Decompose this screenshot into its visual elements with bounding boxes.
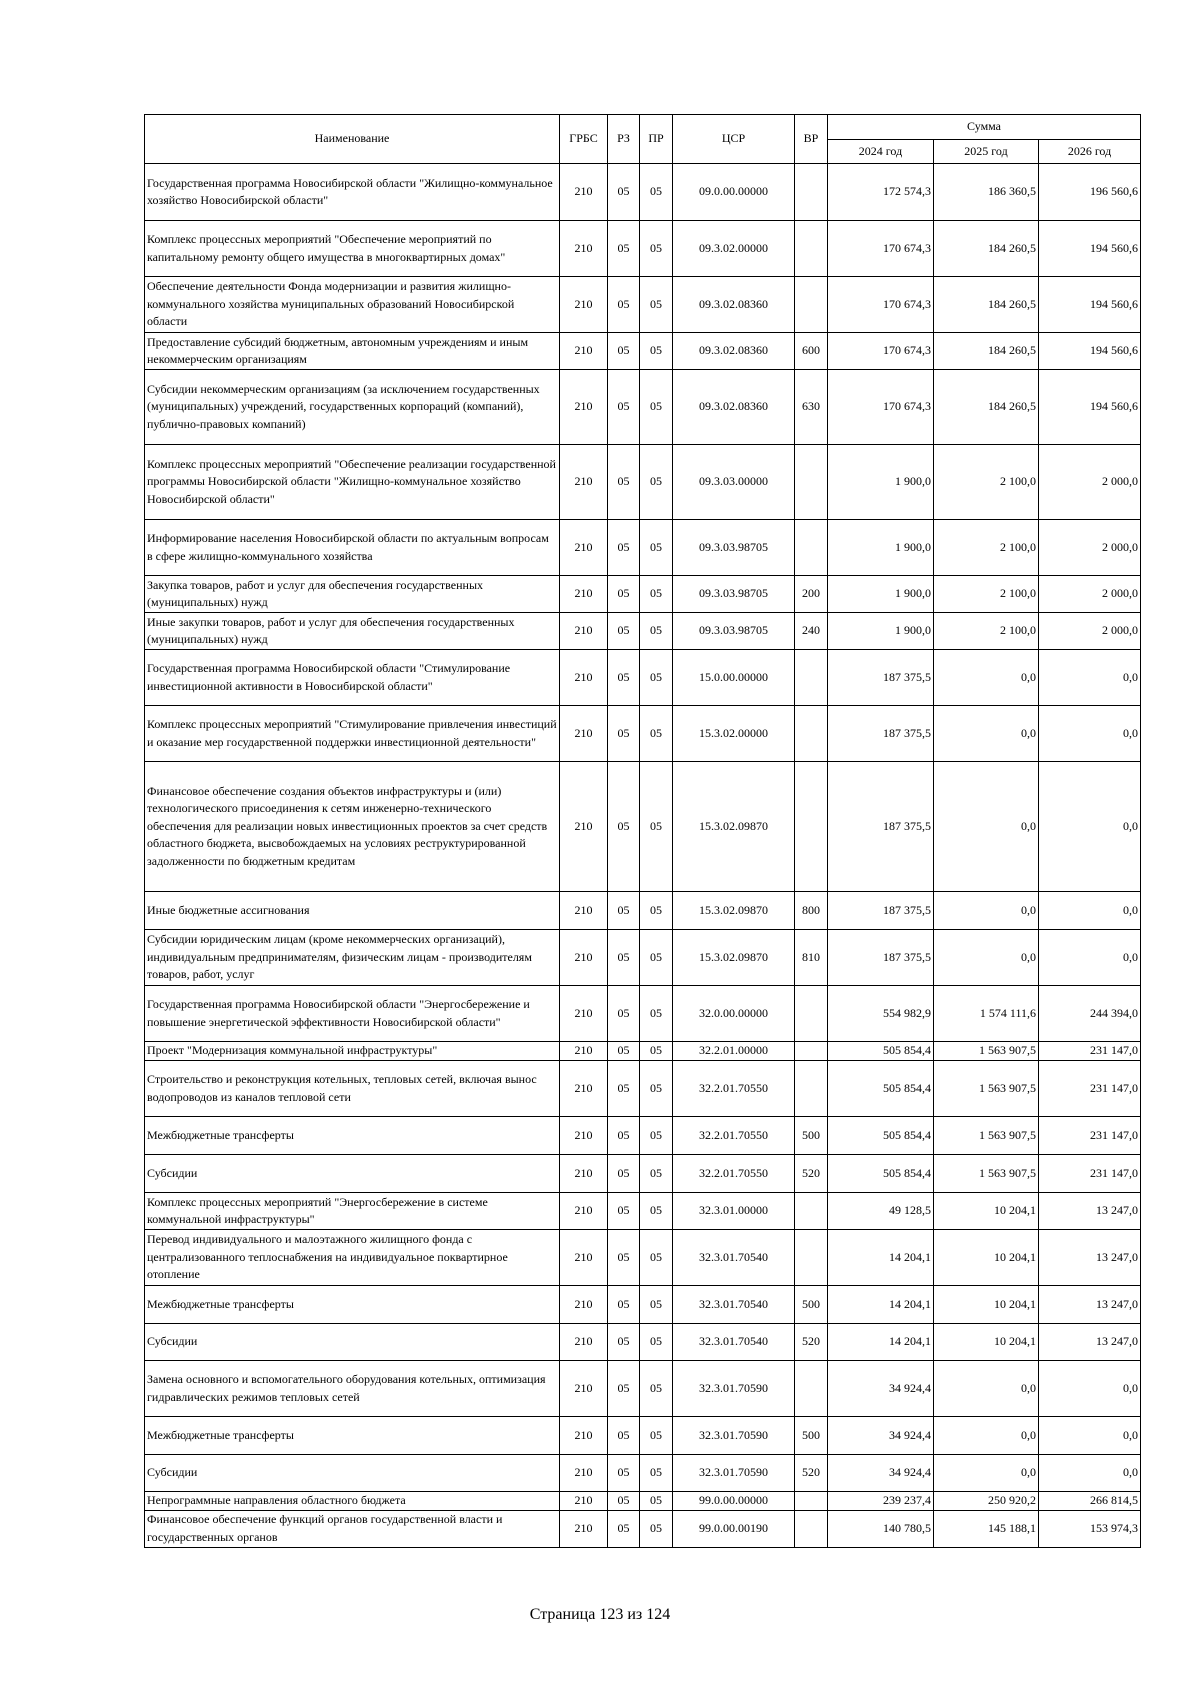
table-cell-grbs: 210	[560, 164, 608, 221]
table-cell-csr: 15.3.02.00000	[673, 706, 795, 762]
table-cell-rz: 05	[608, 762, 640, 892]
table-cell-pr: 05	[640, 1042, 673, 1061]
table-cell-csr: 15.0.00.00000	[673, 650, 795, 706]
table-cell-pr: 05	[640, 613, 673, 650]
table-row	[145, 892, 1141, 930]
table-cell-vr	[795, 650, 828, 706]
table-cell-2024: 187 375,5	[828, 762, 934, 892]
table-cell-2026: 0,0	[1039, 892, 1141, 930]
table-cell-rz: 05	[608, 1230, 640, 1286]
table-cell-grbs: 210	[560, 1492, 608, 1511]
table-cell-name: Предоставление субсидий бюджетным, автономным учреждениям и иным некоммерческим организациям	[145, 333, 560, 370]
table-cell-2024: 14 204,1	[828, 1230, 934, 1286]
table-cell-csr: 09.3.02.08360	[673, 277, 795, 333]
table-cell-grbs: 210	[560, 1510, 608, 1547]
table-cell-2025: 0,0	[934, 1417, 1039, 1455]
table-cell-grbs: 210	[560, 1061, 608, 1117]
table-cell-pr: 05	[640, 370, 673, 445]
table-cell-2024: 505 854,4	[828, 1061, 934, 1117]
table-cell-name: Комплекс процессных мероприятий "Обеспечение реализации государственной программы Новосибирской области "Жилищно-коммунальное хозяйство Новосибирской области"	[145, 445, 560, 520]
table-cell-csr: 32.0.00.00000	[673, 986, 795, 1042]
table-cell-rz: 05	[608, 164, 640, 221]
table-cell-2026: 194 560,6	[1039, 221, 1141, 277]
table-cell-csr: 09.3.03.98705	[673, 520, 795, 576]
table-cell-csr: 32.3.01.70590	[673, 1417, 795, 1455]
table-cell-vr	[795, 706, 828, 762]
table-cell-2024: 170 674,3	[828, 277, 934, 333]
table-cell-name: Комплекс процессных мероприятий "Энергосбережение в системе коммунальной инфраструктуры"	[145, 1193, 560, 1230]
table-cell-pr: 05	[640, 277, 673, 333]
table-cell-name: Субсидии некоммерческим организациям (за исключением государственных (муниципальных) учреждений, государственных корпораций (компаний), публично-правовых компаний)	[145, 370, 560, 445]
table-cell-name: Государственная программа Новосибирской области "Стимулирование инвестиционной активности в Новосибирской области"	[145, 650, 560, 706]
table-row	[145, 576, 1141, 613]
table-cell-2026: 194 560,6	[1039, 370, 1141, 445]
table-cell-pr: 05	[640, 576, 673, 613]
table-cell-2026: 196 560,6	[1039, 164, 1141, 221]
table-cell-2025: 145 188,1	[934, 1510, 1039, 1547]
table-cell-vr	[795, 1230, 828, 1286]
table-cell-grbs: 210	[560, 1417, 608, 1455]
table-cell-csr: 09.3.02.08360	[673, 370, 795, 445]
col-header-2025: 2025 год	[934, 140, 1039, 164]
table-cell-vr	[795, 445, 828, 520]
table-cell-name: Государственная программа Новосибирской области "Энергосбережение и повышение энергетической эффективности Новосибирской области"	[145, 986, 560, 1042]
table-cell-name: Иные закупки товаров, работ и услуг для обеспечения государственных (муниципальных) нужд	[145, 613, 560, 650]
table-cell-2026: 0,0	[1039, 762, 1141, 892]
table-cell-2024: 140 780,5	[828, 1510, 934, 1547]
table-cell-csr: 32.3.01.70590	[673, 1455, 795, 1492]
table-cell-csr: 09.3.02.08360	[673, 333, 795, 370]
table-cell-grbs: 210	[560, 1361, 608, 1417]
table-cell-vr	[795, 277, 828, 333]
table-cell-pr: 05	[640, 986, 673, 1042]
table-cell-pr: 05	[640, 1230, 673, 1286]
table-row	[145, 1417, 1141, 1455]
table-row	[145, 1193, 1141, 1230]
table-cell-2026: 0,0	[1039, 1417, 1141, 1455]
table-cell-rz: 05	[608, 221, 640, 277]
table-cell-2026: 2 000,0	[1039, 613, 1141, 650]
table-cell-vr	[795, 1042, 828, 1061]
table-cell-name: Субсидии юридическим лицам (кроме некоммерческих организаций), индивидуальным предпринимателям, физическим лицам - производителям товаров, работ, услуг	[145, 930, 560, 986]
table-cell-2025: 184 260,5	[934, 277, 1039, 333]
table-cell-rz: 05	[608, 1193, 640, 1230]
table-cell-grbs: 210	[560, 930, 608, 986]
table-cell-vr	[795, 762, 828, 892]
table-cell-vr: 200	[795, 576, 828, 613]
table-cell-vr: 500	[795, 1117, 828, 1155]
table-row	[145, 1155, 1141, 1193]
table-cell-csr: 32.3.01.00000	[673, 1193, 795, 1230]
table-cell-rz: 05	[608, 1455, 640, 1492]
table-cell-rz: 05	[608, 650, 640, 706]
table-row	[145, 613, 1141, 650]
table-cell-2024: 1 900,0	[828, 520, 934, 576]
table-cell-2024: 187 375,5	[828, 650, 934, 706]
table-cell-vr	[795, 986, 828, 1042]
table-cell-vr: 520	[795, 1455, 828, 1492]
table-cell-name: Субсидии	[145, 1155, 560, 1193]
page-number: Страница 123 из 124	[529, 1606, 671, 1623]
table-cell-rz: 05	[608, 1510, 640, 1547]
table-cell-pr: 05	[640, 1286, 673, 1324]
table-cell-csr: 32.2.01.70550	[673, 1155, 795, 1193]
table-cell-2026: 0,0	[1039, 1455, 1141, 1492]
col-header-rz: РЗ	[608, 115, 640, 164]
table-cell-2024: 187 375,5	[828, 930, 934, 986]
table-cell-pr: 05	[640, 1492, 673, 1511]
table-row	[145, 445, 1141, 520]
table-cell-pr: 05	[640, 1510, 673, 1547]
table-cell-2026: 2 000,0	[1039, 445, 1141, 520]
table-row	[145, 1510, 1141, 1547]
table-cell-name: Финансовое обеспечение создания объектов инфраструктуры и (или) технологического присоединения к сетям инженерно-технического обеспечения для реализации новых инвестиционных проектов за счет средств областного бюджета, высвобождаемых на условиях реструктурированной задолженности по бюджетным кредитам	[145, 762, 560, 892]
table-cell-pr: 05	[640, 221, 673, 277]
table-cell-2024: 14 204,1	[828, 1286, 934, 1324]
table-cell-csr: 09.0.00.00000	[673, 164, 795, 221]
table-cell-pr: 05	[640, 650, 673, 706]
table-cell-vr	[795, 1193, 828, 1230]
table-cell-vr: 500	[795, 1286, 828, 1324]
table-cell-name: Строительство и реконструкция котельных, тепловых сетей, включая вынос водопроводов из каналов тепловой сети	[145, 1061, 560, 1117]
table-cell-pr: 05	[640, 930, 673, 986]
table-cell-grbs: 210	[560, 1286, 608, 1324]
table-cell-grbs: 210	[560, 1455, 608, 1492]
table-cell-rz: 05	[608, 892, 640, 930]
table-cell-vr: 520	[795, 1324, 828, 1361]
table-cell-2024: 34 924,4	[828, 1455, 934, 1492]
table-cell-2024: 1 900,0	[828, 576, 934, 613]
table-cell-vr	[795, 1492, 828, 1511]
table-cell-pr: 05	[640, 1155, 673, 1193]
table-cell-2025: 1 574 111,6	[934, 986, 1039, 1042]
table-cell-2024: 505 854,4	[828, 1117, 934, 1155]
table-cell-grbs: 210	[560, 1042, 608, 1061]
table-cell-rz: 05	[608, 576, 640, 613]
table-cell-name: Обеспечение деятельности Фонда модернизации и развития жилищно-коммунального хозяйства муниципальных образований Новосибирской области	[145, 277, 560, 333]
table-cell-rz: 05	[608, 986, 640, 1042]
table-cell-name: Комплекс процессных мероприятий "Стимулирование привлечения инвестиций и оказание мер государственной поддержки инвестиционной деятельности"	[145, 706, 560, 762]
table-cell-rz: 05	[608, 1417, 640, 1455]
table-cell-vr	[795, 1061, 828, 1117]
table-cell-csr: 32.2.01.70550	[673, 1061, 795, 1117]
table-cell-name: Межбюджетные трансферты	[145, 1117, 560, 1155]
table-cell-2026: 0,0	[1039, 1361, 1141, 1417]
table-cell-2024: 1 900,0	[828, 613, 934, 650]
table-cell-pr: 05	[640, 706, 673, 762]
table-cell-vr	[795, 1510, 828, 1547]
table-cell-grbs: 210	[560, 892, 608, 930]
table-cell-csr: 15.3.02.09870	[673, 892, 795, 930]
table-cell-2024: 239 237,4	[828, 1492, 934, 1511]
table-row	[145, 164, 1141, 221]
table-cell-csr: 09.3.03.98705	[673, 576, 795, 613]
table-cell-2024: 170 674,3	[828, 221, 934, 277]
table-row	[145, 1361, 1141, 1417]
table-cell-2025: 0,0	[934, 762, 1039, 892]
table-cell-2025: 1 563 907,5	[934, 1042, 1039, 1061]
table-cell-name: Субсидии	[145, 1455, 560, 1492]
table-row	[145, 1042, 1141, 1061]
table-cell-csr: 99.0.00.00000	[673, 1492, 795, 1511]
table-cell-2026: 13 247,0	[1039, 1286, 1141, 1324]
table-cell-grbs: 210	[560, 333, 608, 370]
table-row	[145, 1286, 1141, 1324]
table-cell-csr: 32.2.01.00000	[673, 1042, 795, 1061]
table-cell-pr: 05	[640, 333, 673, 370]
table-row	[145, 706, 1141, 762]
table-cell-vr: 800	[795, 892, 828, 930]
table-cell-2026: 194 560,6	[1039, 333, 1141, 370]
table-cell-2024: 187 375,5	[828, 706, 934, 762]
table-cell-2025: 0,0	[934, 892, 1039, 930]
table-cell-name: Межбюджетные трансферты	[145, 1286, 560, 1324]
table-cell-2025: 184 260,5	[934, 221, 1039, 277]
table-cell-2025: 2 100,0	[934, 520, 1039, 576]
table-cell-2026: 2 000,0	[1039, 520, 1141, 576]
table-row	[145, 333, 1141, 370]
table-cell-name: Государственная программа Новосибирской области "Жилищно-коммунальное хозяйство Новосибирской области"	[145, 164, 560, 221]
table-cell-pr: 05	[640, 892, 673, 930]
table-cell-2025: 184 260,5	[934, 370, 1039, 445]
table-cell-grbs: 210	[560, 1324, 608, 1361]
table-cell-csr: 32.3.01.70540	[673, 1230, 795, 1286]
table-cell-2026: 13 247,0	[1039, 1230, 1141, 1286]
col-header-vr: ВР	[795, 115, 828, 164]
table-cell-2025: 0,0	[934, 1361, 1039, 1417]
table-cell-pr: 05	[640, 762, 673, 892]
table-cell-2026: 231 147,0	[1039, 1061, 1141, 1117]
table-cell-vr: 240	[795, 613, 828, 650]
table-cell-2025: 1 563 907,5	[934, 1117, 1039, 1155]
table-cell-rz: 05	[608, 1361, 640, 1417]
table-cell-csr: 15.3.02.09870	[673, 762, 795, 892]
table-cell-name: Комплекс процессных мероприятий "Обеспечение мероприятий по капитальному ремонту общего имущества в многоквартирных домах"	[145, 221, 560, 277]
table-cell-2025: 0,0	[934, 706, 1039, 762]
table-row	[145, 1492, 1141, 1511]
table-cell-2024: 505 854,4	[828, 1042, 934, 1061]
table-cell-csr: 32.3.01.70540	[673, 1286, 795, 1324]
table-cell-2024: 172 574,3	[828, 164, 934, 221]
table-cell-grbs: 210	[560, 576, 608, 613]
table-cell-pr: 05	[640, 1361, 673, 1417]
table-row	[145, 221, 1141, 277]
table-cell-rz: 05	[608, 613, 640, 650]
table-cell-rz: 05	[608, 277, 640, 333]
col-header-2024: 2024 год	[828, 140, 934, 164]
table-cell-csr: 32.3.01.70590	[673, 1361, 795, 1417]
table-cell-grbs: 210	[560, 520, 608, 576]
table-cell-2025: 250 920,2	[934, 1492, 1039, 1511]
table-cell-rz: 05	[608, 333, 640, 370]
table-cell-2024: 554 982,9	[828, 986, 934, 1042]
table-cell-rz: 05	[608, 1117, 640, 1155]
col-header-name: Наименование	[145, 115, 560, 164]
table-cell-pr: 05	[640, 1455, 673, 1492]
table-cell-2026: 194 560,6	[1039, 277, 1141, 333]
table-row	[145, 986, 1141, 1042]
table-cell-vr	[795, 164, 828, 221]
table-cell-rz: 05	[608, 930, 640, 986]
table-cell-vr: 500	[795, 1417, 828, 1455]
table-cell-grbs: 210	[560, 277, 608, 333]
table-cell-grbs: 210	[560, 221, 608, 277]
table-cell-2026: 13 247,0	[1039, 1324, 1141, 1361]
table-cell-name: Закупка товаров, работ и услуг для обеспечения государственных (муниципальных) нужд	[145, 576, 560, 613]
table-cell-2026: 0,0	[1039, 930, 1141, 986]
table-cell-2024: 170 674,3	[828, 333, 934, 370]
table-cell-grbs: 210	[560, 1193, 608, 1230]
table-cell-2025: 10 204,1	[934, 1324, 1039, 1361]
table-cell-name: Непрограммные направления областного бюджета	[145, 1492, 560, 1511]
table-cell-grbs: 210	[560, 1117, 608, 1155]
table-cell-csr: 32.2.01.70550	[673, 1117, 795, 1155]
table-cell-2026: 244 394,0	[1039, 986, 1141, 1042]
table-cell-grbs: 210	[560, 445, 608, 520]
table-cell-2025: 2 100,0	[934, 445, 1039, 520]
table-cell-vr: 520	[795, 1155, 828, 1193]
table-cell-name: Межбюджетные трансферты	[145, 1417, 560, 1455]
table-cell-2025: 0,0	[934, 650, 1039, 706]
table-cell-rz: 05	[608, 520, 640, 576]
table-cell-grbs: 210	[560, 986, 608, 1042]
table-cell-csr: 09.3.03.98705	[673, 613, 795, 650]
table-cell-grbs: 210	[560, 650, 608, 706]
table-cell-rz: 05	[608, 370, 640, 445]
table-cell-2025: 2 100,0	[934, 576, 1039, 613]
table-cell-name: Замена основного и вспомогательного оборудования котельных, оптимизация гидравлических режимов тепловых сетей	[145, 1361, 560, 1417]
table-cell-rz: 05	[608, 1324, 640, 1361]
table-cell-2024: 49 128,5	[828, 1193, 934, 1230]
table-cell-rz: 05	[608, 706, 640, 762]
table-cell-rz: 05	[608, 1286, 640, 1324]
table-cell-2026: 0,0	[1039, 706, 1141, 762]
table-row	[145, 1230, 1141, 1286]
table-cell-2025: 184 260,5	[934, 333, 1039, 370]
table-cell-2025: 10 204,1	[934, 1286, 1039, 1324]
table-cell-2024: 187 375,5	[828, 892, 934, 930]
table-cell-rz: 05	[608, 445, 640, 520]
table-cell-rz: 05	[608, 1042, 640, 1061]
table-cell-csr: 99.0.00.00190	[673, 1510, 795, 1547]
table-cell-csr: 32.3.01.70540	[673, 1324, 795, 1361]
table-cell-2025: 10 204,1	[934, 1193, 1039, 1230]
table-cell-rz: 05	[608, 1061, 640, 1117]
table-cell-csr: 09.3.03.00000	[673, 445, 795, 520]
table-cell-2025: 186 360,5	[934, 164, 1039, 221]
table-cell-2024: 34 924,4	[828, 1361, 934, 1417]
table-cell-vr: 810	[795, 930, 828, 986]
table-cell-2025: 10 204,1	[934, 1230, 1039, 1286]
table-cell-2024: 170 674,3	[828, 370, 934, 445]
table-cell-2026: 0,0	[1039, 650, 1141, 706]
table-cell-pr: 05	[640, 445, 673, 520]
table-cell-grbs: 210	[560, 370, 608, 445]
table-cell-vr	[795, 520, 828, 576]
col-header-2026: 2026 год	[1039, 140, 1141, 164]
table-cell-pr: 05	[640, 1117, 673, 1155]
col-header-csr: ЦСР	[673, 115, 795, 164]
table-cell-grbs: 210	[560, 1230, 608, 1286]
table-cell-2025: 0,0	[934, 930, 1039, 986]
table-cell-vr: 600	[795, 333, 828, 370]
col-header-sum: Сумма	[828, 115, 1141, 140]
table-cell-name: Иные бюджетные ассигнования	[145, 892, 560, 930]
table-cell-2026: 13 247,0	[1039, 1193, 1141, 1230]
table-cell-pr: 05	[640, 164, 673, 221]
table-cell-2025: 0,0	[934, 1455, 1039, 1492]
table-cell-name: Субсидии	[145, 1324, 560, 1361]
table-cell-vr	[795, 221, 828, 277]
table-cell-pr: 05	[640, 1417, 673, 1455]
table-cell-2026: 266 814,5	[1039, 1492, 1141, 1511]
table-row	[145, 520, 1141, 576]
table-row	[145, 1061, 1141, 1117]
table-cell-2026: 153 974,3	[1039, 1510, 1141, 1547]
table-cell-name: Проект "Модернизация коммунальной инфраструктуры"	[145, 1042, 560, 1061]
table-cell-grbs: 210	[560, 1155, 608, 1193]
table-cell-csr: 09.3.02.00000	[673, 221, 795, 277]
table-cell-pr: 05	[640, 1193, 673, 1230]
table-cell-grbs: 210	[560, 706, 608, 762]
table-row	[145, 277, 1141, 333]
table-cell-pr: 05	[640, 1061, 673, 1117]
table-cell-pr: 05	[640, 520, 673, 576]
table-cell-2026: 2 000,0	[1039, 576, 1141, 613]
table-cell-name: Финансовое обеспечение функций органов государственной власти и государственных органов	[145, 1510, 560, 1547]
table-cell-csr: 15.3.02.09870	[673, 930, 795, 986]
table-cell-2026: 231 147,0	[1039, 1155, 1141, 1193]
table-row	[145, 650, 1141, 706]
table-row	[145, 370, 1141, 445]
table-row	[145, 1455, 1141, 1492]
table-body	[145, 164, 1141, 1548]
table-row	[145, 762, 1141, 892]
table-row	[145, 930, 1141, 986]
table-cell-2025: 1 563 907,5	[934, 1061, 1039, 1117]
budget-table	[144, 114, 1141, 1548]
col-header-grbs: ГРБС	[560, 115, 608, 164]
table-cell-2026: 231 147,0	[1039, 1042, 1141, 1061]
table-cell-2025: 2 100,0	[934, 613, 1039, 650]
table-cell-2026: 231 147,0	[1039, 1117, 1141, 1155]
table-cell-2025: 1 563 907,5	[934, 1155, 1039, 1193]
col-header-pr: ПР	[640, 115, 673, 164]
table-cell-rz: 05	[608, 1155, 640, 1193]
table-cell-2024: 1 900,0	[828, 445, 934, 520]
table-cell-grbs: 210	[560, 762, 608, 892]
table-cell-vr	[795, 1361, 828, 1417]
table-cell-2024: 34 924,4	[828, 1417, 934, 1455]
table-cell-2024: 505 854,4	[828, 1155, 934, 1193]
table-cell-grbs: 210	[560, 613, 608, 650]
table-cell-vr: 630	[795, 370, 828, 445]
table-cell-rz: 05	[608, 1492, 640, 1511]
table-row	[145, 1117, 1141, 1155]
table-cell-name: Информирование населения Новосибирской области по актуальным вопросам в сфере жилищно-коммунального хозяйства	[145, 520, 560, 576]
table-cell-2024: 14 204,1	[828, 1324, 934, 1361]
table-cell-pr: 05	[640, 1324, 673, 1361]
table-row	[145, 1324, 1141, 1361]
table-cell-name: Перевод индивидуального и малоэтажного жилищного фонда с централизованного теплоснабжения на индивидуальное поквартирное отопление	[145, 1230, 560, 1286]
